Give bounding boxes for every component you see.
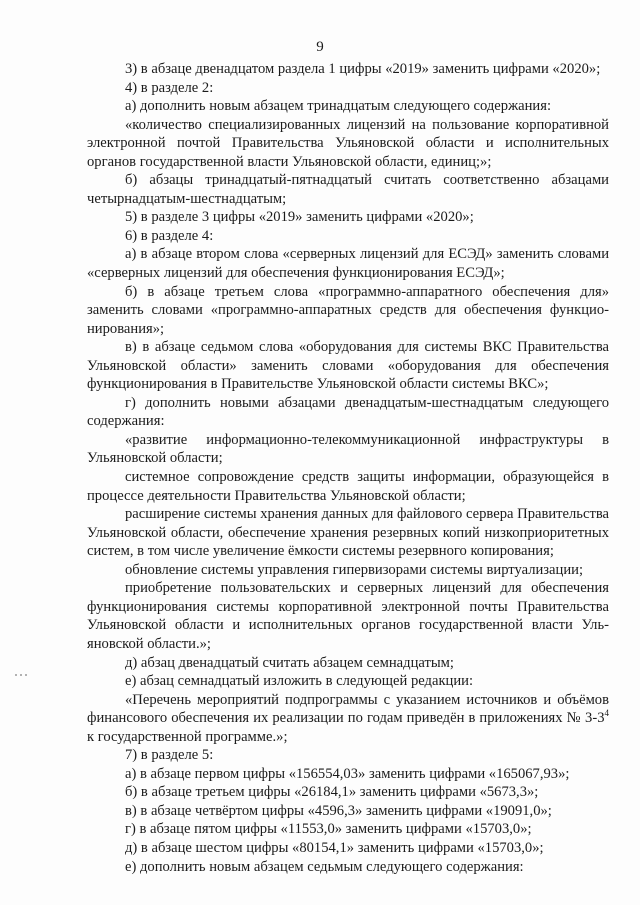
paragraph-18: е) абзац семнадцатый изложить в следующей редакции: — [125, 673, 474, 690]
paragraph-19 — [87, 691, 609, 747]
paragraph-23: в) в абзаце четвёртом цифры «4596,3» заменить цифрами «19091,0»; — [125, 802, 552, 819]
paragraph-9: б) в абзаце третьем слова «программно-аппаратного обеспечения для» заменить словами «программно-аппаратных средств для обеспечения функционирования»; — [87, 283, 609, 337]
paragraph-21: а) в абзаце первом цифры «156554,03» заменить цифрами «165067,93»; — [125, 765, 570, 782]
paragraph-5: б) абзацы тринадцатый-пятнадцатый считать соответственно абзацами четырнадцатым-шестнадцатым; — [87, 172, 609, 207]
paragraph-26: е) дополнить новым абзацем седьмым следующего содержания: — [125, 858, 524, 875]
paragraph-6: 5) в разделе 3 цифры «2019» заменить цифрами «2020»; — [125, 209, 474, 226]
paragraph-10: в) в абзаце седьмом слова «оборудования для системы ВКС Правительства Ульяновской области» заменить словами «оборудования для обеспечения функционирования в Правительстве Ульяновской области системы ВКС»; — [87, 339, 609, 393]
paragraph-12: «развитие информационно-телекоммуникационной инфраструктуры в Ульяновской области; — [87, 431, 609, 467]
page-number: 9 — [316, 39, 324, 55]
paragraph-1: 3) в абзаце двенадцатом раздела 1 цифры «2019» заменить цифрами «2020»; — [125, 61, 601, 77]
paragraph-20: 7) в разделе 5: — [125, 747, 214, 764]
paragraph-17: д) абзац двенадцатый считать абзацем семнадцатым; — [125, 654, 454, 671]
paragraph-13: системное сопровождение средств защиты информации, образующейся в процессе деятельности Правительства Ульяновской области; — [87, 469, 609, 504]
scan-speck — [14, 673, 32, 677]
paragraph-14: расширение системы хранения данных для файлового сервера Правительства Ульяновской области, обеспечение хранения резервных копий низкоприоритетных систем, в том числе увеличение ёмкости системы резервного копирования; — [87, 506, 609, 560]
paragraph-4: «количество специализированных лицензий на пользование корпоративной электронной почтой Правительства Ульяновской области и исполнительных органов государственной власти Ульяновской области, единиц;»; — [87, 116, 609, 170]
paragraph-16: приобретение пользовательских и серверных лицензий для обеспечения функционирования системы корпоративной электронной почты Правительства Ульяновской области и исполнительных органов государственной власти Ульяновской области.»; — [87, 580, 609, 652]
paragraph-8: а) в абзаце втором слова «серверных лицензий для ЕСЭД» заменить словами «серверных лицензий для обеспечения функционирования ЕСЭД»; — [87, 246, 609, 282]
paragraph-3: а) дополнить новым абзацем тринадцатым следующего содержания: — [125, 98, 552, 115]
paragraph-22: б) в абзаце третьем цифры «26184,1» заменить цифрами «5673,3»; — [125, 784, 539, 801]
paragraph-11: г) дополнить новыми абзацами двенадцатым-шестнадцатым следующего содержания: — [87, 394, 609, 430]
paragraph-2: 4) в разделе 2: — [125, 79, 214, 96]
paragraph-7: 6) в разделе 4: — [125, 227, 214, 244]
superscript: 4 — [604, 708, 609, 719]
paragraph-15: обновление системы управления гипервизорами системы виртуализации; — [125, 561, 584, 578]
document-body — [87, 60, 609, 876]
paragraph-19-tail: к государственной программе.»; — [87, 728, 288, 745]
paragraph-19-text: «Перечень мероприятий подпрограммы с указанием источников и объёмов финансового обеспечения их реализации по годам приведён в приложениях № 3-3 — [87, 691, 609, 727]
paragraph-24: г) в абзаце пятом цифры «11553,0» заменить цифрами «15703,0»; — [125, 821, 532, 838]
paragraph-25: д) в абзаце шестом цифры «80154,1» заменить цифрами «15703,0»; — [125, 839, 544, 856]
